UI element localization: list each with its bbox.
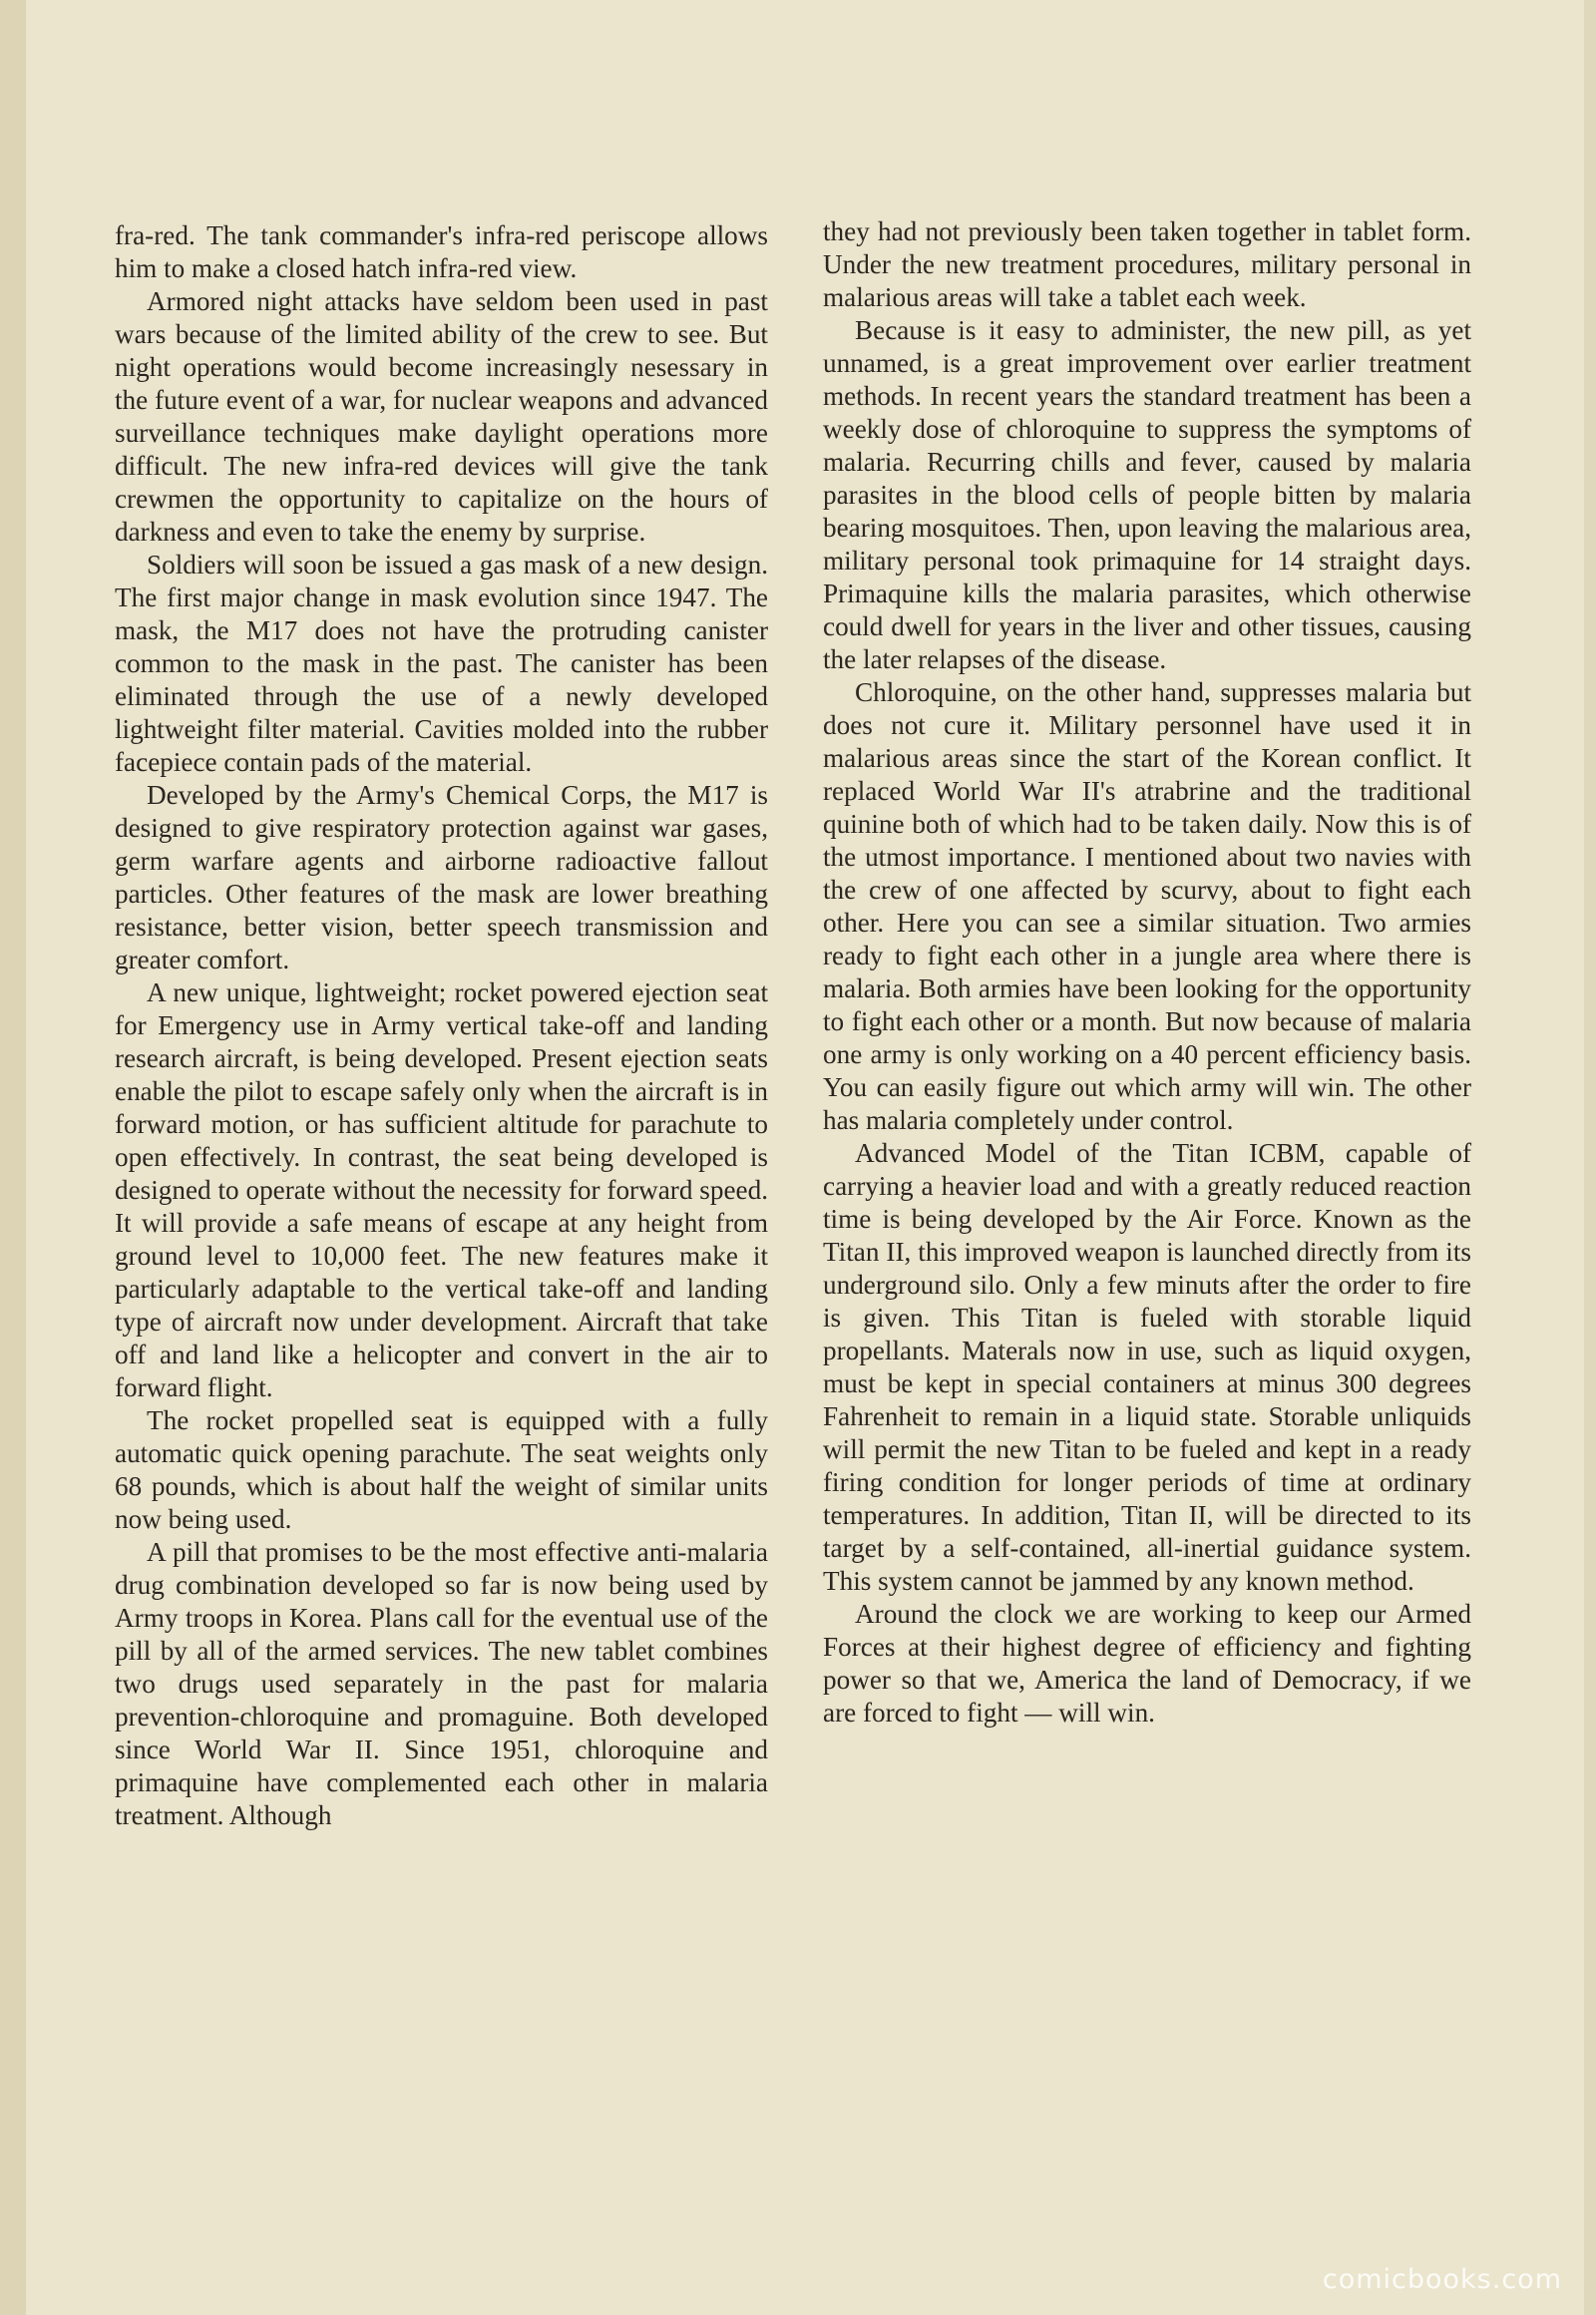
paragraph-closing: Around the clock we are working to keep our Armed Forces at their highest degree of efficiency and fighting power so that we, America the land of Democracy, if we are forced to fight — will win. (823, 1599, 1471, 1728)
paragraph-new-pill-treatment: Because is it easy to administer, the new pill, as yet unnamed, is a great improvement over earlier treatment methods. In recent years the standard treatment has been a weekly dose of chloroquine to suppress the symptoms of malaria. Recurring chills and fever, caused by malaria parasites in the blood cells of people bitten by malaria bearing mosquitoes. Then, upon leaving the malarious area, military personal took primaquine for 14 straight days. Primaquine kills the malaria parasites, which otherwise could dwell for years in the liver and other tissues, causing the later relapses of the disease. (823, 315, 1471, 674)
paragraph-tablet-form-continued: they had not previously been taken together in tablet form. Under the new treatment procedures, military personal in malarious areas will take a tablet each week. (823, 216, 1471, 312)
paragraph-titan-icbm: Advanced Model of the Titan ICBM, capable of carrying a heavier load and with a greatly reduced reaction time is being developed by the Air Force. Known as the Titan II, this improved weapon is launched directly from its underground silo. Only a few minuts after the order to fire is given. This Titan is fueled with storable liquid propellants. Materals now in use, such as liquid oxygen, must be kept in special containers at minus 300 degrees Fahrenheit to remain in a liquid state. Storable unliquids will permit the new Titan to be fueled and kept in a ready firing condition for longer periods of time at ordinary temperatures. In addition, Titan II, will be directed to its target by a self-contained, all-inertial guidance system. This system cannot be jammed by any known method. (823, 1138, 1471, 1596)
paragraph-infra-red-continued: fra-red. The tank commander's infra-red periscope allows him to make a closed hatch infra-red view. (115, 220, 768, 283)
paragraph-anti-malaria-pill: A pill that promises to be the most effective anti-malaria drug combination developed so far is now being used by Army troops in Korea. Plans call for the eventual use of the pill by all of the armed services. The new tablet combines two drugs used separately in the past for malaria prevention-chloroquine and promaguine. Both developed since World War II. Since 1951, chloroquine and primaquine have complemented each other in malaria treatment. Although (115, 1537, 768, 1830)
page-edge-left (0, 0, 26, 2315)
paragraph-gas-mask: Soldiers will soon be issued a gas mask of a new design. The first major change in mask evolution since 1947. The mask, the M17 does not have the protruding canister common to the mask in the past. The canister has been eliminated through the use of a newly developed lightweight filter material. Cavities molded into the rubber facepiece contain pads of the material. (115, 550, 768, 777)
paragraph-m17-chemical-corps: Developed by the Army's Chemical Corps, the M17 is designed to give respiratory protection against war gases, germ warfare agents and airborne radioactive fallout particles. Other features of the mask are lower breathing resistance, better vision, better speech transmission and greater comfort. (115, 780, 768, 974)
right-text-column (823, 215, 1471, 1730)
page-edge-right (1584, 0, 1596, 2315)
watermark: comicbooks.com (1322, 2264, 1562, 2295)
left-text-column (115, 219, 768, 1832)
paragraph-chloroquine: Chloroquine, on the other hand, suppresses malaria but does not cure it. Military personnel have used it in malarious areas since the start of the Korean conflict. It replaced World War II's atrabrine and the traditional quinine both of which had to be taken daily. Now this is of the utmost importance. I mentioned about two navies with the crew of one affected by scurvy, about to fight each other. Here you can see a similar situation. Two armies ready to fight each other in a jungle area where there is malaria. Both armies have been looking for the opportunity to fight each other or a month. But now because of malaria one army is only working on a 40 percent efficiency basis. You can easily figure out which army will win. The other has malaria completely under control. (823, 677, 1471, 1135)
paragraph-ejection-seat: A new unique, lightweight; rocket powered ejection seat for Emergency use in Army vertical take-off and landing research aircraft, is being developed. Present ejection seats enable the pilot to escape safely only when the aircraft is in forward motion, or has sufficient altitude for parachute to open effectively. In contrast, the seat being developed is designed to operate without the necessity for forward speed. It will provide a safe means of escape at any height from ground level to 10,000 feet. The new features make it particularly adaptable to the vertical take-off and landing type of aircraft now under development. Aircraft that take off and land like a helicopter and convert in the air to forward flight. (115, 977, 768, 1402)
paragraph-rocket-seat-parachute: The rocket propelled seat is equipped with a fully automatic quick opening parachute. The seat weights only 68 pounds, which is about half the weight of similar units now being used. (115, 1405, 768, 1534)
paragraph-armored-night-attacks: Armored night attacks have seldom been used in past wars because of the limited ability of the crew to see. But night operations would become increasingly nesessary in the future event of a war, for nuclear weapons and advanced surveillance techniques make daylight operations more difficult. The new infra-red devices will give the tank crewmen the opportunity to capitalize on the hours of darkness and even to take the enemy by surprise. (115, 286, 768, 547)
